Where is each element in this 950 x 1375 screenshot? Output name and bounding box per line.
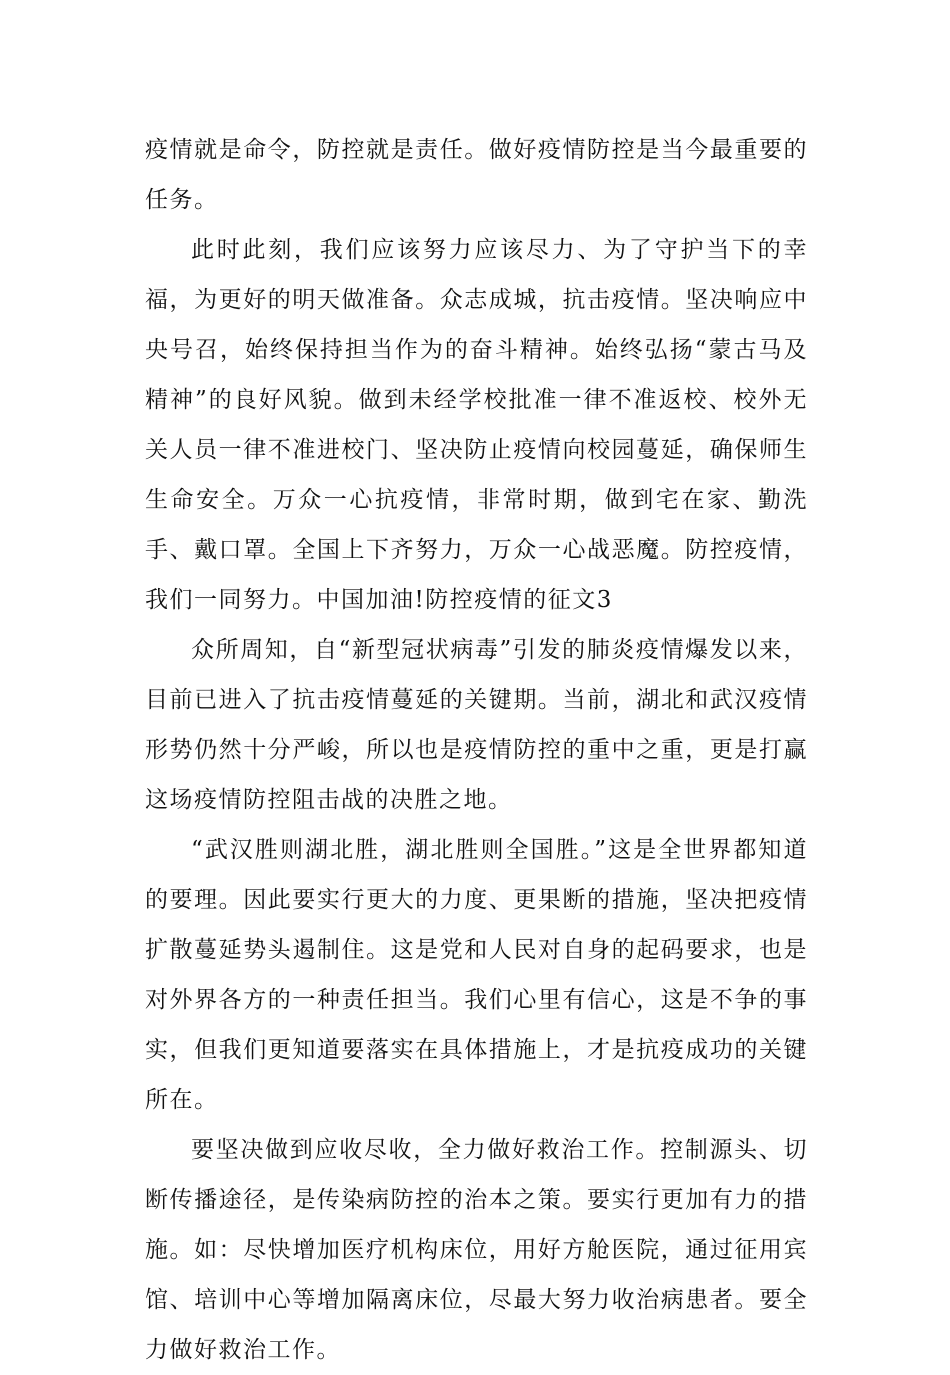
paragraph-2: 此时此刻，我们应该努力应该尽力、为了守护当下的幸福，为更好的明天做准备。众志成城，抗击疫情。坚决响应中央号召，始终保持担当作为的奋斗精神。始终弘扬“蒙古马及精神”的良好风貌。做到未经学校批准一律不准返校、校外无关人员一律不准进校门、坚决防止疫情向校园蔓延，确保师生生命安全。万众一心抗疫情，非常时期，做到宅在家、勤洗手、戴口罩。全国上下齐努力，万众一心战恶魔。防控疫情，我们一同努力。中国加油!防控疫情的征文3 bbox=[145, 237, 808, 613]
paragraph-1: 疫情就是命令，防控就是责任。做好疫情防控是当今最重要的任务。 bbox=[145, 137, 808, 213]
paragraph-5: 要坚决做到应收尽收，全力做好救治工作。控制源头、切断传播途径，是传染病防控的治本之策。要实行更加有力的措施。如：尽快增加医疗机构床位，用好方舱医院，通过征用宾馆、培训中心等增加隔离床位，尽最大努力收治病患者。要全力做好救治工作。 bbox=[145, 1137, 808, 1363]
paragraph-3: 众所周知，自“新型冠状病毒”引发的肺炎疫情爆发以来，目前已进入了抗击疫情蔓延的关键期。当前，湖北和武汉疫情形势仍然十分严峻，所以也是疫情防控的重中之重，更是打赢这场疫情防控阻击战的决胜之地。 bbox=[145, 637, 808, 813]
paragraph-4: “武汉胜则湖北胜，湖北胜则全国胜。”这是全世界都知道的要理。因此要实行更大的力度、更果断的措施，坚决把疫情扩散蔓延势头遏制住。这是党和人民对自身的起码要求，也是对外界各方的一种责任担当。我们心里有信心，这是不争的事实，但我们更知道要落实在具体措施上，才是抗疫成功的关键所在。 bbox=[145, 837, 808, 1113]
